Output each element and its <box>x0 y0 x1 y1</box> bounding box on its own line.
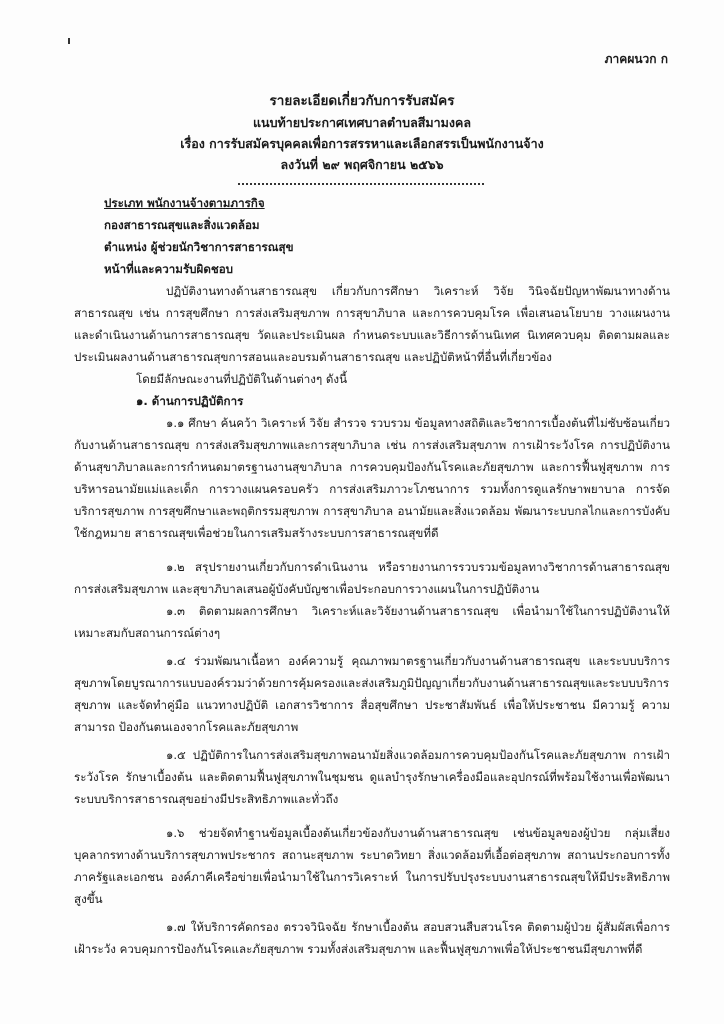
item-1-3: ๑.๓ ติดตามผลการศึกษา วิเคราะห์และวิจัยงานด้านสาธารณสุข เพื่อนำมาใช้ในการปฏิบัติงานให้เหมาะสมกับสถานการณ์ต่างๆ <box>74 604 670 640</box>
header-line-2: เรื่อง การรับสมัครบุคคลเพื่อการสรรหาและเลือกสรรเป็นพนักงานจ้าง <box>180 136 544 151</box>
duties-heading: หน้าที่และความรับผิดชอบ <box>104 262 234 276</box>
item-1-4: ๑.๔ ร่วมพัฒนาเนื้อหา องค์ความรู้ คุณภาพมาตรฐานเกี่ยวกับงานด้านสาธารณสุข และระบบบริการสุขภาพโดยบูรณาการแบบองค์รวมว่าด้วยการคุ้มครองและส่งเสริมภูมิปัญญาเกี่ยวกับงานด้านสาธารณสุขและระบบบริการสุขภาพ และจัดทำคู่มือ แนวทางปฏิบัติ เอกสารวิชาการ สื่อสุขศึกษา ประชาสัมพันธ์ เพื่อให้ประชาชน มีความรู้ ความสามารถ ป้องกันตนเองจากโรคและภัยสุขภาพ <box>74 654 670 734</box>
document-body <box>74 192 670 960</box>
intro-paragraph: ปฏิบัติงานทางด้านสาธารณสุข เกี่ยวกับการศึกษา วิเคราะห์ วิจัย วินิจฉัยปัญหาพัฒนาทางด้านสาธารณสุข เช่น การสุขศึกษา การส่งเสริมสุขภาพ การสุขาภิบาล และการควบคุมโรค เพื่อเสนอนโยบาย วางแผนงาน และดำเนินงานด้านการสาธารณสุข วัดและประเมินผล กำหนดระบบและวิธีการด้านนิเทศ นิเทศควบคุม ติดตามผลและประเมินผลงานด้านสาธารณสุขการสอนและอบรมด้านสาธารณสุข และปฏิบัติหน้าที่อื่นที่เกี่ยวข้อง <box>74 284 670 364</box>
intro-continuation: โดยมีลักษณะงานที่ปฏิบัติในด้านต่างๆ ดังนี้ <box>136 372 347 386</box>
item-1-7: ๑.๗ ให้บริการคัดกรอง ตรวจวินิจฉัย รักษาเบื้องต้น สอบสวนสืบสวนโรค ติดตามผู้ป่วย ผู้สัมผัสเพื่อการเฝ้าระวัง ควบคุมการป้องกันโรคและภัยสุขภาพ รวมทั้งส่งเสริมสุขภาพ และฟื้นฟูสุขภาพเพื่อให้ประชาชนมีสุขภาพที่ดี <box>74 920 670 956</box>
position-division: กองสาธารณสุขและสิ่งแวดล้อม <box>104 218 260 232</box>
item-1-6: ๑.๖ ช่วยจัดทำฐานข้อมูลเบื้องต้นเกี่ยวข้องกับงานด้านสาธารณสุข เช่นข้อมูลของผู้ป่วย กลุ่มเสี่ยง บุคลากรทางด้านบริการสุขภาพประชากร สถานะสุขภาพ ระบาดวิทยา สิ่งแวดล้อมที่เอื้อต่อสุขภาพ สถานประกอบการทั้งภาครัฐและเอกชน องค์ภาคีเครือข่ายเพื่อนำมาใช้ในการวิเคราะห์ ในการปรับปรุงระบบงานสาธารณสุขให้มีประสิทธิภาพสูงขึ้น <box>74 826 670 906</box>
item-1-2: ๑.๒ สรุปรายงานเกี่ยวกับการดำเนินงาน หรือรายงานการรวบรวมข้อมูลทางวิชาการด้านสาธารณสุข การส่งเสริมสุขภาพ และสุขาภิบาลเสนอผู้บังคับบัญชาเพื่อประกอบการวางแผนในการปฏิบัติงาน <box>74 560 670 596</box>
spacer <box>74 810 670 822</box>
position-type: ประเภท พนักงานจ้างตามภารกิจ <box>104 196 265 210</box>
position-title: ตำแหน่ง ผู้ช่วยนักวิชาการสาธารณสุข <box>104 240 294 254</box>
header-line-1: แนบท้ายประกาศเทศบาลตำบลสีมามงคล <box>252 115 472 130</box>
item-1-5: ๑.๕ ปฏิบัติการในการส่งเสริมสุขภาพอนามัยสิ่งแวดล้อมการควบคุมป้องกันโรคและภัยสุขภาพ การเฝ้าระวังโรค รักษาเบื้องต้น และติดตามฟื้นฟูสุขภาพในชุมชน ดูแลบำรุงรักษาเครื่องมือและอุปกรณ์ที่พร้อมใช้งานเพื่อพัฒนาระบบบริการสาธารณสุขอย่างมีประสิทธิภาพและทั่วถึง <box>74 748 670 806</box>
dotted-divider <box>238 183 484 185</box>
annex-label: ภาคผนวก ก <box>604 52 668 66</box>
header-date-line: ลงวันที่ ๒๙ พฤศจิกายน ๒๕๖๖ <box>280 157 444 172</box>
item-1-1: ๑.๑ ศึกษา ค้นคว้า วิเคราะห์ วิจัย สำรวจ รวบรวม ข้อมูลทางสถิติและวิชาการเบื้องต้นที่ไม่ซับซ้อนเกี่ยวกับงานด้านสาธารณสุข การส่งเสริมสุขภาพและการสุขาภิบาล เช่น การส่งเสริมสุขภาพ การเฝ้าระวังโรค การปฏิบัติงานด้านสุขาภิบาลและการกำหนดมาตรฐานงานสุขาภิบาล การควบคุมป้องกันโรคและภัยสุขภาพ และการฟื้นฟูสุขภาพ การบริหารอนามัยแม่และเด็ก การวางแผนครอบครัว การส่งเสริมภาวะโภชนาการ รวมทั้งการดูแลรักษาพยาบาล การจัดบริการสุขภาพ การสุขศึกษาและพฤติกรรมสุขภาพ การสุขาภิบาล อนามัยและสิ่งแวดล้อม พัฒนาระบบกลไกและการบังคับใช้กฎหมาย สาธารณสุขเพื่อช่วยในการเสริมสร้างระบบการสาธารณสุขที่ดี <box>74 416 670 540</box>
document-header <box>0 90 724 175</box>
section-heading-operations: ๑. ด้านการปฏิบัติการ <box>136 394 244 408</box>
scan-artifact <box>68 38 70 44</box>
spacer <box>74 544 670 556</box>
document-title: รายละเอียดเกี่ยวกับการรับสมัคร <box>269 93 455 109</box>
